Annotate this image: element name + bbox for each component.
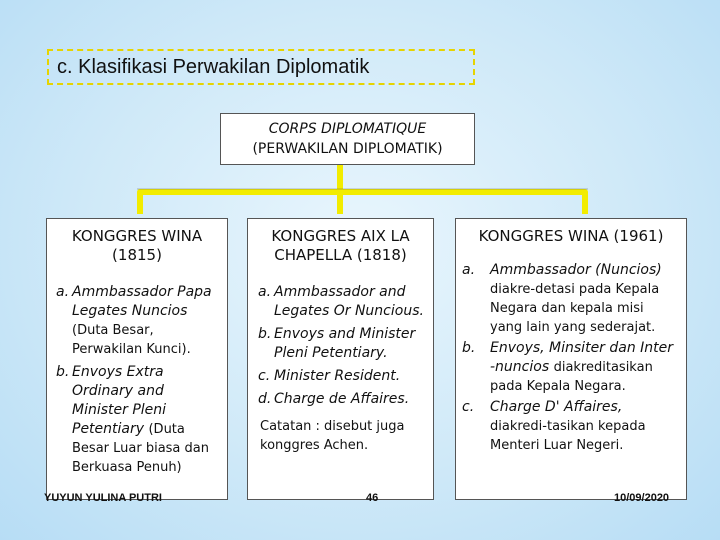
list-item [462,339,678,396]
note-text: Catatan : disebut juga konggres Achen. [260,419,405,453]
top-box-line1: CORPS DIPLOMATIQUE [268,121,427,137]
item-italic: Minister Resident. [274,368,401,384]
item-text: diakreditasikan pada Kepala Negara. [490,360,653,394]
heading-line1: KONGGRES AIX LA [271,227,410,245]
footer-page-number: 46 [366,492,379,504]
top-box-line2: (PERWAKILAN DIPLOMATIK) [252,141,443,157]
list-item [258,390,427,409]
item-label: a. [56,284,70,300]
item-label: c. [462,399,475,415]
item-label: a. [258,284,272,300]
item-italic: Ammbassador (Nuncios) [490,262,662,278]
heading-line2: (1815) [112,246,162,264]
slide-title: c. Klasifikasi Perwakilan Diplomatik [47,49,475,85]
heading-line2: CHAPELLA (1818) [274,246,407,264]
item-italic: Envoys, Minsiter dan Inter -nuncios [490,340,674,375]
item-italic: Envoys Extra Ordinary and Minister Pleni Petentiary [72,364,167,437]
konggres-wina-1961-box [455,218,687,500]
item-label: d. [258,391,272,407]
item-label: b. [258,326,272,342]
item-italic: Envoys and Minister Pleni Petentiary. [274,326,416,361]
item-italic: Charge D' Affaires, [490,399,623,415]
footer-author: YUYUN YULINA PUTRI [44,492,162,504]
konggres-aix-la-chapella-box [247,218,434,500]
list-item [258,367,427,386]
konggres-wina-1815-box [46,218,228,500]
list-item [258,325,427,363]
corps-diplomatique-box [220,113,475,165]
item-italic: Ammbassador Papa Legates Nuncios [72,284,212,319]
item-text: (Duta Besar Luar biasa dan Berkuasa Penuh) [72,422,209,475]
list-item [462,261,678,337]
column-heading [248,227,433,265]
list-item [462,398,678,455]
heading-line1: KONGGRES WINA [71,227,203,245]
item-text: diakredi-tasikan kepada Menteri Luar Negeri. [490,419,646,453]
item-italic: Charge de Affaires. [274,391,410,407]
column-heading [47,227,227,265]
item-text: diakre-detasi pada Kepala Negara dan kepala misi yang lain yang sederajat. [490,282,660,335]
footer-date: 10/09/2020 [614,492,670,504]
list-item [258,283,427,321]
list-item [56,363,217,477]
list-item [56,283,217,359]
heading-line1: KONGGRES WINA (1961) [478,227,664,245]
item-italic: Ammbassador and Legates Or Nuncious. [274,284,424,319]
item-label: a. [462,262,476,278]
column-heading [456,227,686,246]
item-label: b. [56,364,70,380]
item-label: b. [462,340,476,356]
item-label: c. [258,368,271,384]
item-text: (Duta Besar, Perwakilan Kunci). [72,323,191,357]
